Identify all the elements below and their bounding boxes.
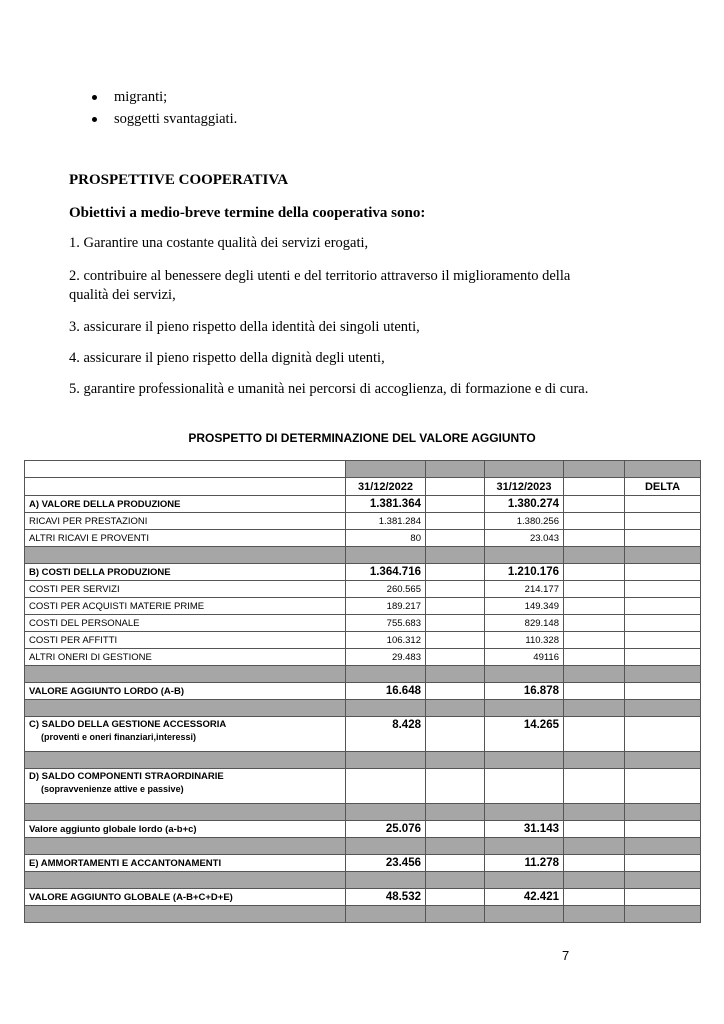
value-2022: 1.381.284 bbox=[346, 513, 426, 530]
table-row bbox=[25, 513, 701, 530]
table-row bbox=[25, 530, 701, 547]
value-2023: 149.349 bbox=[485, 598, 564, 615]
value-2023: 16.878 bbox=[485, 683, 564, 700]
spacer-row bbox=[25, 804, 701, 821]
value-2022: 80 bbox=[346, 530, 426, 547]
header-row bbox=[25, 478, 701, 496]
row-sublabel: (proventi e oneri finanziari,interessi) bbox=[41, 732, 197, 742]
section-subheading: Obiettivi a medio-breve termine della cooperativa sono: bbox=[69, 205, 426, 221]
spacer-row bbox=[25, 838, 701, 855]
value-2023: 1.380.256 bbox=[485, 513, 564, 530]
table-row bbox=[25, 855, 701, 872]
objective-1: 1. Garantire una costante qualità dei servizi erogati, bbox=[69, 235, 369, 251]
value-2023: 31.143 bbox=[485, 821, 564, 838]
value-2023: 49116 bbox=[485, 649, 564, 666]
spacer-row bbox=[25, 872, 701, 889]
row-label: C) SALDO DELLA GESTIONE ACCESSORIA bbox=[29, 719, 227, 730]
row-label: A) VALORE DELLA PRODUZIONE bbox=[25, 496, 346, 513]
value-2022: 1.381.364 bbox=[346, 496, 426, 513]
value-2022: 29.483 bbox=[346, 649, 426, 666]
spacer-row bbox=[25, 752, 701, 769]
value-2022: 755.683 bbox=[346, 615, 426, 632]
value-2023: 829.148 bbox=[485, 615, 564, 632]
value-2022: 25.076 bbox=[346, 821, 426, 838]
spacer-row bbox=[25, 461, 701, 478]
table-row bbox=[25, 649, 701, 666]
table-row bbox=[25, 683, 701, 700]
value-2022: 189.217 bbox=[346, 598, 426, 615]
value-2022: 260.565 bbox=[346, 581, 426, 598]
row-label: COSTI PER ACQUISTI MATERIE PRIME bbox=[25, 598, 346, 615]
bullet-icon bbox=[92, 117, 97, 122]
bullet-list bbox=[92, 86, 237, 130]
row-label: ALTRI ONERI DI GESTIONE bbox=[25, 649, 346, 666]
value-2023: 214.177 bbox=[485, 581, 564, 598]
table-row bbox=[25, 598, 701, 615]
header-2022: 31/12/2022 bbox=[346, 478, 426, 496]
page-number: 7 bbox=[562, 948, 570, 963]
section-heading: PROSPETTIVE COOPERATIVA bbox=[69, 172, 289, 188]
value-2023: 110.328 bbox=[485, 632, 564, 649]
table-row bbox=[25, 821, 701, 838]
spacer-row bbox=[25, 906, 701, 923]
bullet-item bbox=[92, 86, 237, 108]
table-row bbox=[25, 632, 701, 649]
table-row bbox=[25, 564, 701, 581]
row-label: E) AMMORTAMENTI E ACCANTONAMENTI bbox=[25, 855, 346, 872]
value-2023: 1.380.274 bbox=[485, 496, 564, 513]
objective-5: 5. garantire professionalità e umanità nei percorsi di accoglienza, di formazione e di cura. bbox=[69, 381, 589, 397]
table-row bbox=[25, 889, 701, 906]
value-2022: 8.428 bbox=[346, 717, 426, 752]
spacer-row bbox=[25, 666, 701, 683]
row-label: VALORE AGGIUNTO LORDO (A-B) bbox=[25, 683, 346, 700]
row-label: COSTI PER SERVIZI bbox=[25, 581, 346, 598]
bullet-item bbox=[92, 108, 237, 130]
spacer-row bbox=[25, 547, 701, 564]
row-label: VALORE AGGIUNTO GLOBALE (A-B+C+D+E) bbox=[25, 889, 346, 906]
objective-3: 3. assicurare il pieno rispetto della identità dei singoli utenti, bbox=[69, 319, 420, 335]
objective-2: 2. contribuire al benessere degli utenti e del territorio attraverso il miglioramento della qualità dei servizi, bbox=[69, 268, 571, 303]
row-label: COSTI DEL PERSONALE bbox=[25, 615, 346, 632]
bullet-text: soggetti svantaggiati. bbox=[114, 111, 238, 127]
row-label: ALTRI RICAVI E PROVENTI bbox=[25, 530, 346, 547]
value-2023: 1.210.176 bbox=[485, 564, 564, 581]
value-2023: 23.043 bbox=[485, 530, 564, 547]
objective-4: 4. assicurare il pieno rispetto della dignità degli utenti, bbox=[69, 350, 385, 366]
table-row bbox=[25, 581, 701, 598]
value-2022: 1.364.716 bbox=[346, 564, 426, 581]
value-2023: 14.265 bbox=[485, 717, 564, 752]
header-2023: 31/12/2023 bbox=[485, 478, 564, 496]
value-2022: 106.312 bbox=[346, 632, 426, 649]
table-title: PROSPETTO DI DETERMINAZIONE DEL VALORE AGGIUNTO bbox=[188, 431, 536, 445]
row-label: RICAVI PER PRESTAZIONI bbox=[25, 513, 346, 530]
header-delta: DELTA bbox=[625, 478, 701, 496]
value-2022 bbox=[346, 769, 426, 804]
table-row bbox=[25, 615, 701, 632]
spacer-row bbox=[25, 700, 701, 717]
table-row bbox=[25, 769, 701, 804]
row-label: B) COSTI DELLA PRODUZIONE bbox=[25, 564, 346, 581]
bullet-text: migranti; bbox=[114, 89, 168, 105]
row-label: COSTI PER AFFITTI bbox=[25, 632, 346, 649]
value-2022: 23.456 bbox=[346, 855, 426, 872]
value-added-table bbox=[24, 460, 701, 923]
row-sublabel: (sopravvenienze attive e passive) bbox=[41, 784, 184, 794]
table-row bbox=[25, 496, 701, 513]
value-2022: 48.532 bbox=[346, 889, 426, 906]
table-row bbox=[25, 717, 701, 752]
value-2023: 42.421 bbox=[485, 889, 564, 906]
value-2023: 11.278 bbox=[485, 855, 564, 872]
value-2022: 16.648 bbox=[346, 683, 426, 700]
row-label: D) SALDO COMPONENTI STRAORDINARIE bbox=[29, 771, 224, 782]
bullet-icon bbox=[92, 95, 97, 100]
value-2023 bbox=[485, 769, 564, 804]
row-label: Valore aggiunto globale lordo (a-b+c) bbox=[25, 821, 346, 838]
